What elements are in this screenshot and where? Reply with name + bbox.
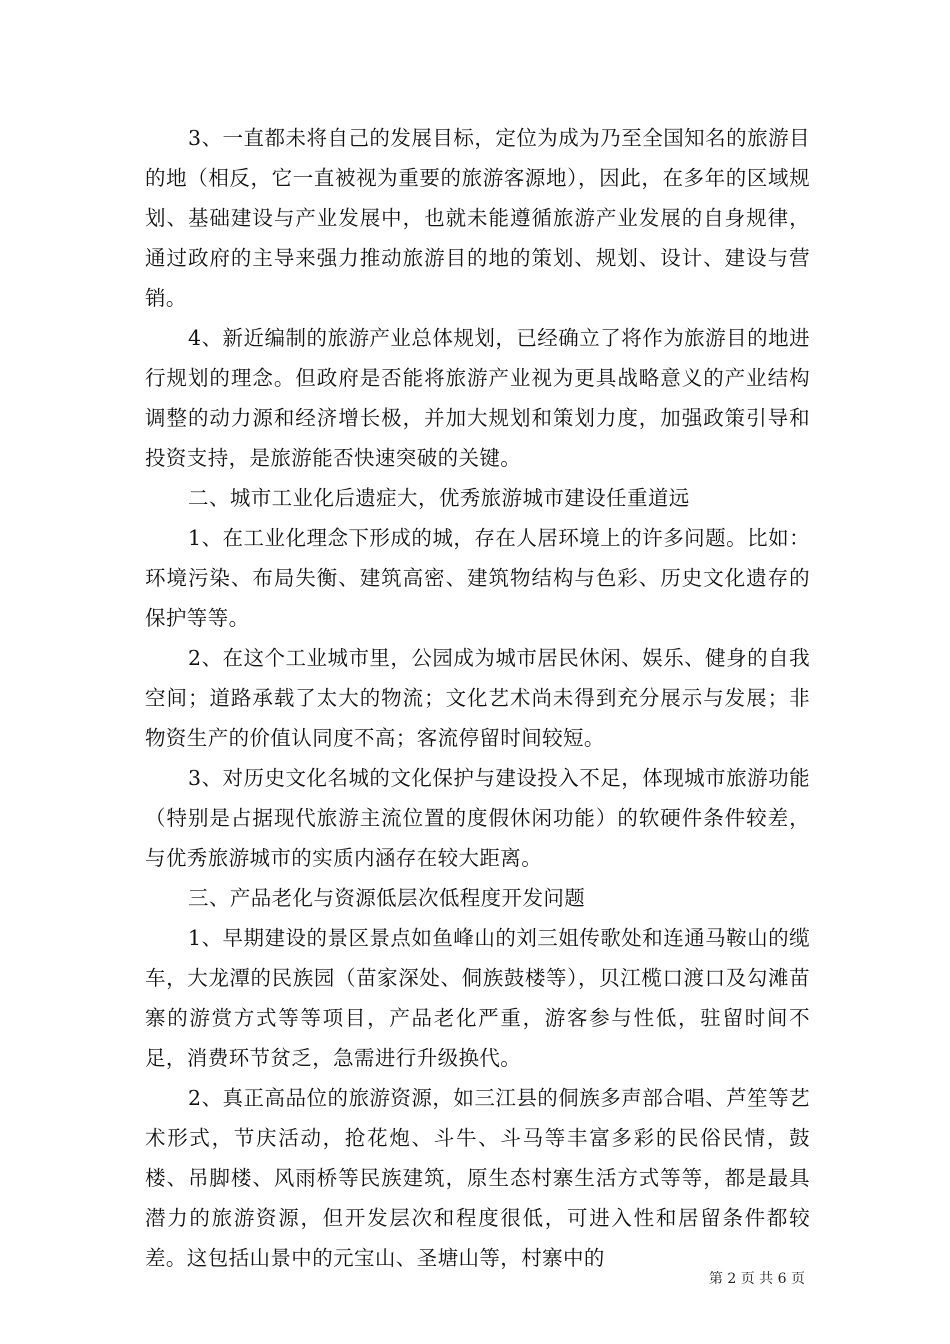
paragraph-early-attractions: 1、早期建设的景区景点如鱼峰山的刘三姐传歌处和连通马鞍山的缆车，大龙潭的民族园（苗家深处、侗族鼓楼等），贝江榄口渡口及勾滩苗寨的游赏方式等等项目，产品老化严重，游客参与性低，驻留时间不足，消费环节贫乏，急需进行升级换代。 (145, 926, 810, 1070)
paragraph-heritage-protection: 3、对历史文化名城的文化保护与建设投入不足，体现城市旅游功能（特别是占据现代旅游主流位置的度假休闲功能）的软硬件条件较差，与优秀旅游城市的实质内涵存在较大距离。 (145, 766, 810, 870)
paragraph-high-grade-resources: 2、真正高品位的旅游资源，如三江县的侗族多声部合唱、芦笙等艺术形式，节庆活动，抢花炮、斗牛、斗马等丰富多彩的民俗民情，鼓楼、吊脚楼、风雨桥等民族建筑，原生态村寨生活方式等等，都是最具潜力的旅游资源，但开发层次和程度很低，可进入性和居留条件都较差。这包括山景中的元宝山、圣塘山等，村寨中的 (145, 1086, 810, 1270)
paragraph-living-environment: 1、在工业化理念下形成的城，存在人居环境上的许多问题。比如：环境污染、布局失衡、建筑高密、建筑物结构与色彩、历史文化遗存的保护等等。 (145, 526, 810, 630)
section-heading-urban-industrialization: 二、城市工业化后遗症大，优秀旅游城市建设任重道远 (188, 486, 690, 510)
paragraph-park-space: 2、在这个工业城市里，公园成为城市居民休闲、娱乐、健身的自我空间；道路承载了太大的物流；文化艺术尚未得到充分展示与发展；非物资生产的价值认同度不高；客流停留时间较短。 (145, 646, 810, 750)
paragraph-industry-plan: 4、新近编制的旅游产业总体规划，已经确立了将作为旅游目的地进行规划的理念。但政府是否能将旅游产业视为更具战略意义的产业结构调整的动力源和经济增长极，并加大规划和策划力度，加强政策引导和投资支持，是旅游能否快速突破的关键。 (145, 326, 810, 470)
section-heading-product-aging: 三、产品老化与资源低层次低程度开发问题 (188, 886, 586, 910)
page-number: 第 2 页 共 6 页 (708, 1271, 805, 1287)
paragraph-goal-positioning: 3、一直都未将自己的发展目标，定位为成为乃至全国知名的旅游目的地（相反，它一直被视为重要的旅游客源地），因此，在多年的区域规划、基础建设与产业发展中，也就未能遵循旅游产业发展的自身规律，通过政府的主导来强力推动旅游目的地的策划、规划、设计、建设与营销。 (145, 126, 810, 310)
document-body (145, 118, 810, 1278)
